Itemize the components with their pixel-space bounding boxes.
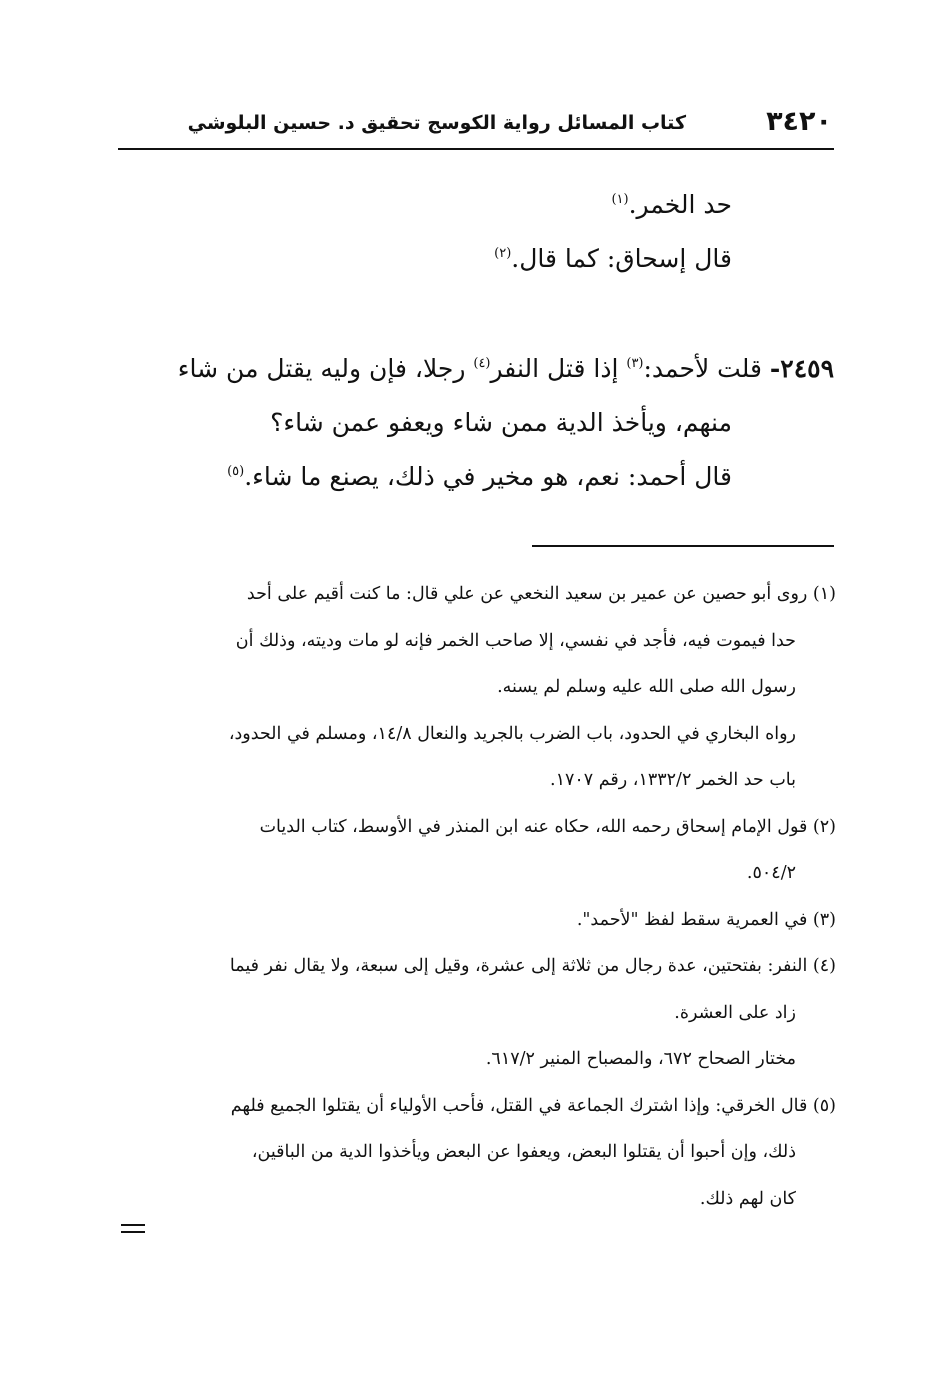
footnote-line: باب حد الخمر ١٣٣٢/٢، رقم ١٧٠٧. [550, 770, 796, 790]
entry-number: ٢٤٥٩- [769, 354, 834, 383]
main-text [112, 178, 834, 504]
footnote-ref: (٥) [227, 464, 245, 479]
continuation-mark [121, 1224, 145, 1238]
footnote-5 [118, 1083, 836, 1223]
footnote-line: رسول الله صلى الله عليه وسلم لم يسنه. [497, 677, 796, 697]
footnote-line: (٢) قول الإمام إسحاق رحمه الله، حكاه عنه ابن المنذر في الأوسط، كتاب الديات [259, 816, 836, 837]
footnote-ref: (٢) [494, 246, 512, 261]
continuation-bar [121, 1224, 145, 1226]
footnote-ref: (١) [611, 192, 629, 207]
footnote-line: ٥٠٤/٢. [746, 863, 796, 883]
text-line [112, 396, 834, 450]
text-line [112, 178, 834, 232]
entry-text: رجلا، فإن وليه يقتل من شاء [177, 354, 466, 383]
footnote-3 [118, 897, 836, 944]
main-line-2: قال إسحاق: كما قال. [511, 244, 732, 273]
footnote-line: مختار الصحاح ٦٧٢، والمصباح المنير ٦١٧/٢. [485, 1049, 796, 1069]
header-rule [118, 148, 834, 150]
footnote-1 [118, 571, 836, 804]
page-number: ٣٤٢٠ [766, 106, 832, 137]
footnote-separator [532, 545, 834, 547]
main-line-1: حد الخمر. [628, 190, 732, 219]
footnotes [118, 571, 836, 1222]
footnote-line: زاد على العشرة. [674, 1002, 796, 1023]
footnote-line: (٤) النفر: بفتحتين، عدة رجال من ثلاثة إلى عشرة، وقيل إلى سبعة، ولا يقال نفر فيما [229, 956, 836, 976]
entry-text: قلت لأحمد: [643, 354, 762, 383]
footnote-line: (١) روى أبو حصين عن عمير بن سعيد النخعي عن علي قال: ما كنت أقيم على أحد [246, 584, 836, 604]
footnote-ref: (٣) [626, 356, 644, 371]
footnote-line: كان لهم ذلك. [699, 1188, 796, 1209]
entry-text: منهم، ويأخذ الدية ممن شاء ويعفو عمن شاء؟ [270, 408, 732, 437]
continuation-bar [121, 1231, 145, 1233]
footnote-4 [118, 943, 836, 1083]
text-line [112, 342, 834, 396]
footnote-line: حدا فيموت فيه، فأجد في نفسي، إلا صاحب الخمر فإنه لو مات وديته، وذلك أن [235, 630, 796, 651]
footnote-ref: (٤) [473, 356, 491, 371]
text-line [112, 232, 834, 286]
footnote-line: ذلك، وإن أحبوا أن يقتلوا البعض، ويعفوا عن البعض ويأخذوا الدية من الباقين، [251, 1142, 796, 1162]
paragraph-gap [112, 286, 834, 342]
entry-text: قال أحمد: نعم، هو مخير في ذلك، يصنع ما شاء. [244, 462, 732, 491]
page-header [118, 100, 834, 148]
text-line [112, 450, 834, 504]
footnote-line: رواه البخاري في الحدود، باب الضرب بالجريد والنعال ١٤/٨، ومسلم في الحدود، [228, 723, 796, 744]
entry-text: إذا قتل النفر [490, 354, 619, 383]
footnote-line: (٣) في العمرية سقط لفظ "لأحمد". [576, 909, 836, 930]
footnote-2 [118, 804, 836, 897]
running-title: كتاب المسائل رواية الكوسج تحقيق د. حسين البلوشي [187, 112, 686, 134]
footnote-line: (٥) قال الخرقي: وإذا اشترك الجماعة في القتل، فأحب الأولياء أن يقتلوا الجميع فلهم [230, 1095, 836, 1116]
